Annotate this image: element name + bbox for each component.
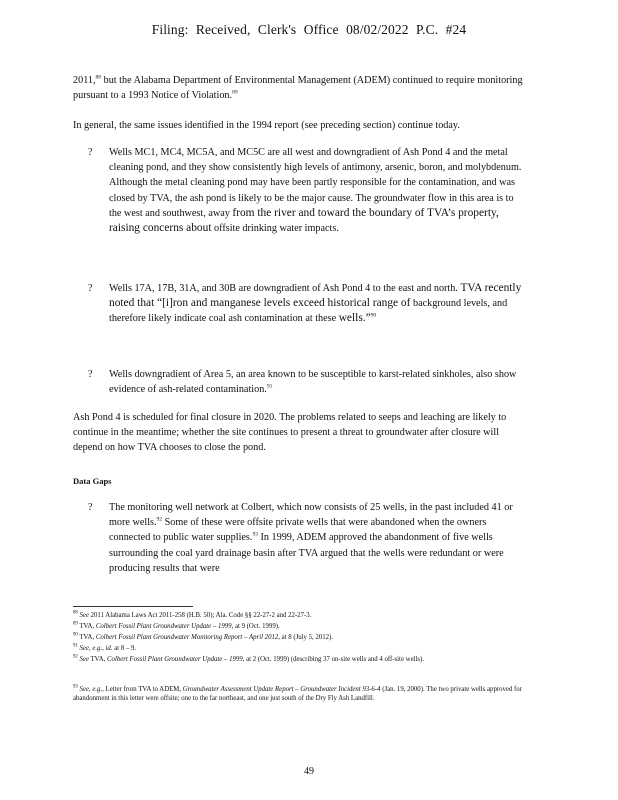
bullet-marker: ? xyxy=(88,147,93,158)
general-paragraph: In general, the same issues identified in the 1994 report (see preceding section) continue today. xyxy=(73,120,460,131)
footnote-ref[interactable]: 88 xyxy=(95,74,102,81)
bullet-text: Wells 17A, 17B, 31A, and 30B are downgradient of Ash Pond 4 to the east and north. TVA recently noted that “[i]ron and manganese levels exceed historical range of background levels, and therefore likely indicate coal ash contamination at these wells.”$^{90}$ xyxy=(109,282,522,325)
bullet-marker: ? xyxy=(88,502,93,513)
bullet-text: The monitoring well network at Colbert, which now consists of 25 wells, in the past included 41 or more wells.$^{92}$ Some of these were offsite private wells that were abandoned when the owners connected to public water supplies.$^{93}$ In 1999, ADEM approved the abandonment of five wells surrounding the coal yard drainage basin after TVA argued that the wells were redundant or were producing results that were xyxy=(109,502,513,574)
footnote-divider xyxy=(73,606,193,607)
filing-header: Filing: Received, Clerk's Office 08/02/2022 P.C. #24 xyxy=(151,22,467,37)
footnote-ref[interactable]: 93 xyxy=(252,532,258,539)
footnote: $^{92}$ See TVA, Colbert Fossil Plant Groundwater Update – 1999, at 2 (Oct. 1999) (describing 37 on-site wells and 4 off-site wells). xyxy=(73,654,424,663)
page-number: 49 xyxy=(304,766,314,777)
bullet-item xyxy=(88,500,528,585)
footnote-ref[interactable]: 90 xyxy=(370,313,377,320)
bullet-item xyxy=(88,281,528,351)
footnote-ref[interactable]: 92 xyxy=(156,516,163,523)
footnote-ref[interactable]: 91 xyxy=(266,383,273,390)
footnote: $^{91}$ See, e.g., id. at 8 – 9. xyxy=(73,643,137,652)
bullet-item xyxy=(88,145,528,265)
bullet-text: Wells downgradient of Area 5, an area known to be susceptible to karst-related sinkholes, also show evidence of ash-related contamination.$^{91}$ xyxy=(109,369,517,396)
footnote: $^{93}$ See, e.g., Letter from TVA to ADEM, Groundwater Assessment Update Report – Groundwater Incident 93-6-4 (Jan. 19, 2000). The two private wells approved for abandonment in this letter were offsite; one to the far northeast, and one just south of the Dry Fly Ash Landfill. xyxy=(73,684,522,703)
section-title: Data Gaps xyxy=(73,476,112,486)
intro-paragraph: 2011,88 but the Alabama Department of Environmental Management (ADEM) continued to require monitoring pursuant to a 1993 Notice of Violation.$^{89}$ xyxy=(73,74,523,102)
footnote: $^{88}$ See 2011 Alabama Laws Act 2011-258 (H.B. 50); Ala. Code §§ 22-27-2 and 22-27-3. xyxy=(73,610,312,619)
footnote: $^{90}$ TVA, Colbert Fossil Plant Groundwater Monitoring Report – April 2012, at 8 (July 5, 2012). xyxy=(73,632,334,641)
closure-paragraph: Ash Pond 4 is scheduled for final closure in 2020. The problems related to seeps and leaching are likely to continue in the meantime; whether the site continues to present a threat to groundwater after closure will depend on how TVA chooses to close the pond. xyxy=(73,412,507,454)
bullet-marker: ? xyxy=(88,369,93,380)
bullet-text: Wells MC1, MC4, MC5A, and MC5C are all west and downgradient of Ash Pond 4 and the metal cleaning pond, and they show consistently high levels of antimony, arsenic, boron, and molybdenum. Although the metal cleaning pond may have been partly responsible for the contamination, and was closed by TVA, the ash pond is likely to be the major cause. The groundwater flow in this area is to the west and southwest, away from the river and toward the boundary of TVA’s property, raising concerns about offsite drinking water impacts. xyxy=(109,147,522,235)
footnote-ref[interactable]: 89 xyxy=(232,89,238,96)
footnote: $^{89}$ TVA, Colbert Fossil Plant Groundwater Update – 1999, at 9 (Oct. 1999). xyxy=(73,621,280,630)
bullet-marker: ? xyxy=(88,283,93,294)
bullet-item xyxy=(88,367,528,401)
